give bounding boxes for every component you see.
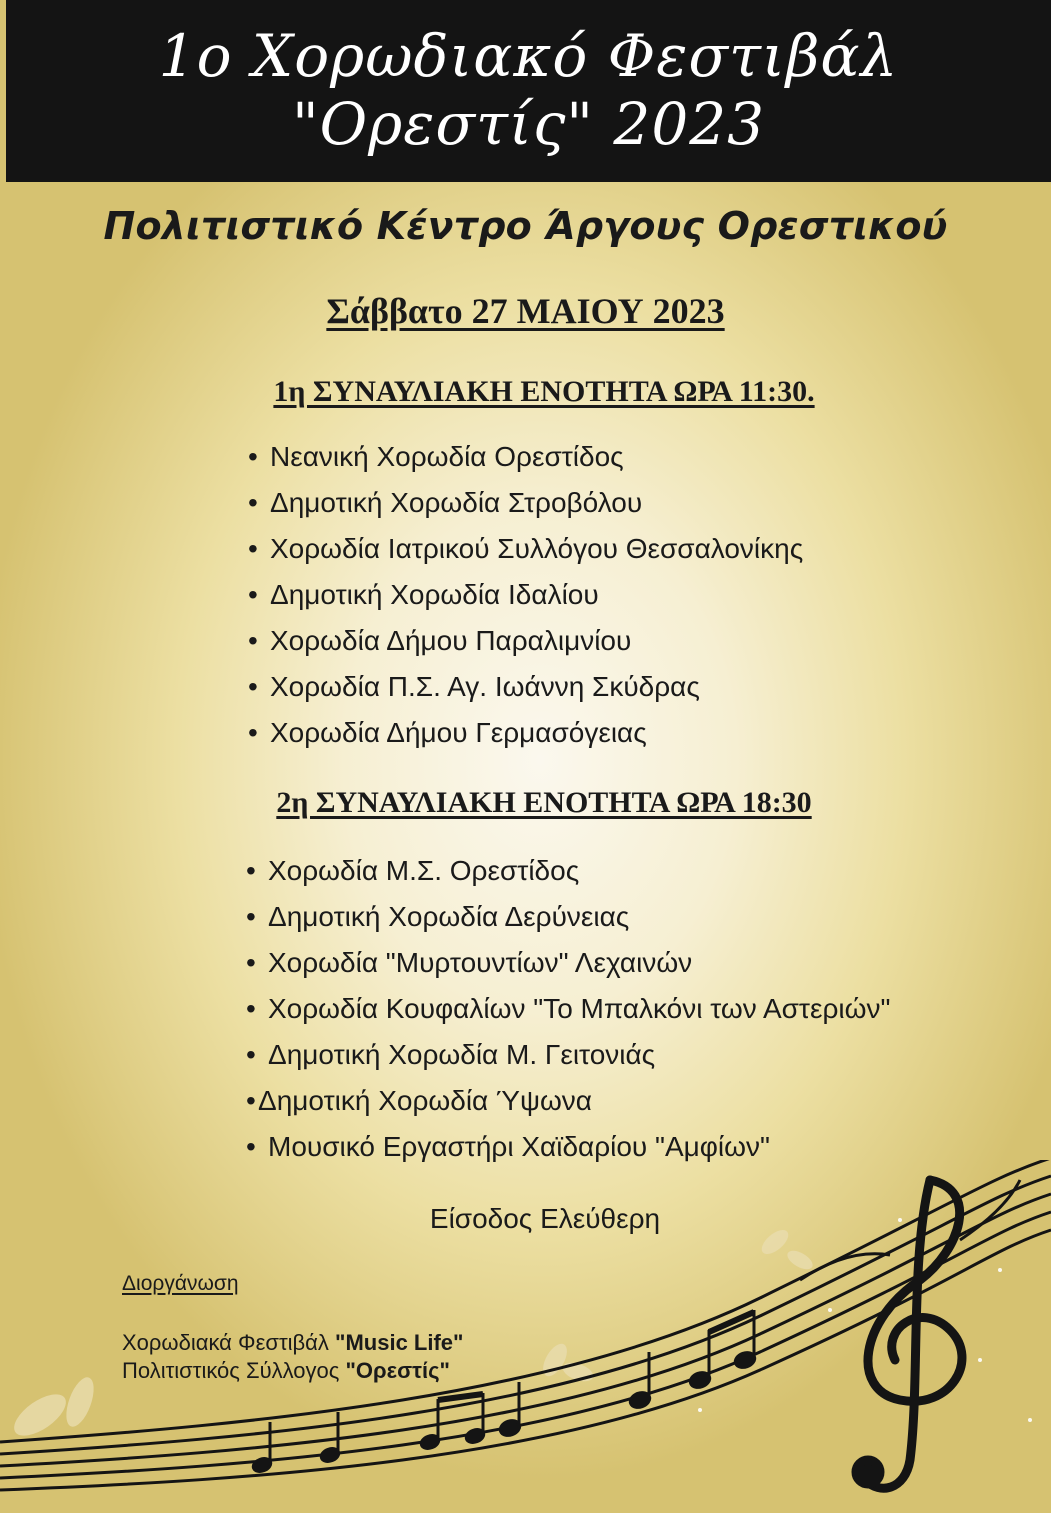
bullet-icon: •: [246, 1085, 256, 1116]
bullet-icon: •: [246, 947, 256, 978]
choir-item: • Χορωδία Ιατρικού Συλλόγου Θεσσαλονίκης: [248, 526, 803, 572]
bullet-icon: •: [246, 1039, 256, 1070]
choir-item: •Δημοτική Χορωδία Ύψωνα: [246, 1078, 890, 1124]
choir-item: • Χορωδία Μ.Σ. Ορεστίδος: [246, 848, 890, 894]
bullet-icon: •: [248, 579, 258, 610]
event-date: Σάββατο 27 ΜΑΙΟΥ 2023: [326, 291, 725, 331]
festival-title-line2: "Ορεστίς" 2023: [291, 90, 766, 158]
choir-item: • Νεανική Χορωδία Ορεστίδος: [248, 434, 803, 480]
bullet-icon: •: [248, 487, 258, 518]
choir-item: • Χορωδία "Μυρτουντίων" Λεχαινών: [246, 940, 890, 986]
choir-item: • Δημοτική Χορωδία Μ. Γειτονιάς: [246, 1032, 890, 1078]
choir-list-1: [248, 434, 803, 756]
choir-item: • Χορωδία Κουφαλίων "Το Μπαλκόνι των Αστεριών": [246, 986, 890, 1032]
organizers-label: Διοργάνωση: [122, 1272, 239, 1295]
choir-list-2: [246, 848, 890, 1170]
organizer-1: Χορωδιακά Φεστιβάλ "Music Life": [122, 1330, 464, 1355]
bullet-icon: •: [248, 625, 258, 656]
bullet-icon: •: [246, 855, 256, 886]
festival-title-line1: 1ο Χορωδιακό Φεστιβάλ: [158, 22, 899, 90]
choir-item: • Χορωδία Δήμου Παραλιμνίου: [248, 618, 803, 664]
venue-name: Πολιτιστικό Κέντρο Άργους Ορεστικού: [103, 204, 948, 248]
choir-item: • Δημοτική Χορωδία Δερύνειας: [246, 894, 890, 940]
choir-item: • Χορωδία Δήμου Γερμασόγειας: [248, 710, 803, 756]
bullet-icon: •: [246, 901, 256, 932]
organizer-2: Πολιτιστικός Σύλλογος "Ορεστίς": [122, 1358, 450, 1383]
bullet-icon: •: [248, 717, 258, 748]
choir-item: • Μουσικό Εργαστήρι Χαϊδαρίου "Αμφίων": [246, 1124, 890, 1170]
choir-item: • Χορωδία Π.Σ. Αγ. Ιωάννη Σκύδρας: [248, 664, 803, 710]
bullet-icon: •: [248, 671, 258, 702]
bullet-icon: •: [246, 993, 256, 1024]
bullet-icon: •: [248, 533, 258, 564]
choir-item: • Δημοτική Χορωδία Ιδαλίου: [248, 572, 803, 618]
bullet-icon: •: [246, 1131, 256, 1162]
section-heading-1: 1η ΣΥΝΑΥΛΙΑΚΗ ΕΝΟΤΗΤΑ ΩΡΑ 11:30.: [273, 375, 815, 408]
entry-note: Είσοδος Ελεύθερη: [429, 1203, 661, 1234]
choir-item: • Δημοτική Χορωδία Στροβόλου: [248, 480, 803, 526]
section-heading-2: 2η ΣΥΝΑΥΛΙΑΚΗ ΕΝΟΤΗΤΑ ΩΡΑ 18:30: [276, 786, 812, 819]
music-staff-treble-clef-icon: [0, 1160, 1051, 1513]
poster-header: [6, 0, 1051, 182]
bullet-icon: •: [248, 441, 258, 472]
